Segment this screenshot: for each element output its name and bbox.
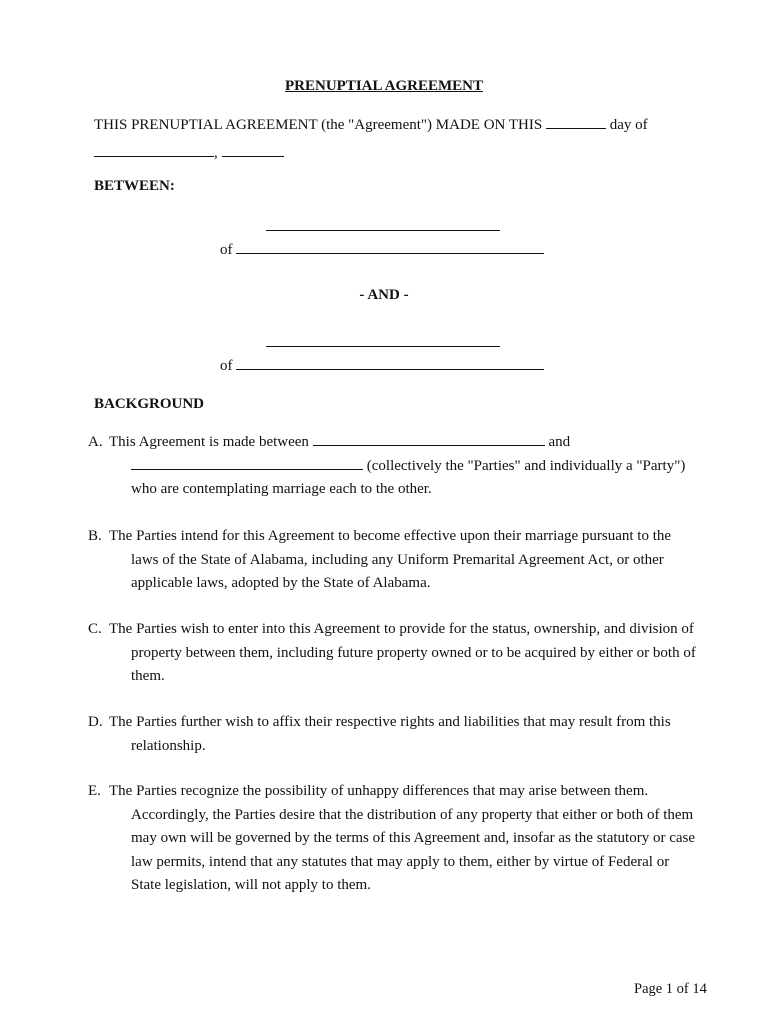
document-title: PRENUPTIAL AGREEMENT <box>285 78 483 94</box>
intro-line-2 <box>94 142 284 163</box>
month-blank[interactable] <box>94 142 214 157</box>
between-heading: BETWEEN: <box>94 178 175 194</box>
paragraph-letter: E. <box>88 783 101 799</box>
party1-name-blank[interactable] <box>266 216 500 231</box>
page-number: Page 1 of 14 <box>634 981 707 997</box>
party1-address-line <box>220 239 544 260</box>
party1-address-blank[interactable] <box>236 239 544 254</box>
paragraph-b <box>88 525 701 596</box>
intro-text: THIS PRENUPTIAL AGREEMENT (the "Agreement") MADE ON THIS <box>94 117 546 133</box>
of-label: of <box>220 358 233 374</box>
intro-line-1 <box>94 114 648 135</box>
paragraph-letter: C. <box>88 621 102 637</box>
paragraph-text: The Parties recognize the possibility of unhappy differences that may arise between them. Accordingly, the Parties desire that the distribution of any property that either or both of them may own will be governed by the terms of this Agreement and, insofar as the statutory or case law permits, intend that any statutes that may apply to them, either by virtue of Federal or State legislation, will not apply to them. <box>109 783 696 893</box>
year-blank[interactable] <box>222 142 284 157</box>
day-blank[interactable] <box>546 114 606 129</box>
paragraph-letter: D. <box>88 714 103 730</box>
party2-address-blank[interactable] <box>236 355 544 370</box>
paragraph-d <box>88 711 701 758</box>
of-label: of <box>220 242 233 258</box>
background-heading: BACKGROUND <box>94 396 205 412</box>
paragraph-a-start: This Agreement is made between <box>109 434 313 450</box>
party1-blank[interactable] <box>313 431 545 446</box>
intro-comma: , <box>214 145 222 161</box>
paragraph-letter: A. <box>88 434 103 450</box>
party2-address-line <box>220 355 544 376</box>
party2-name-blank[interactable] <box>266 332 500 347</box>
paragraph-text <box>109 431 691 502</box>
and-separator: - AND - <box>359 287 409 303</box>
paragraph-text: The Parties further wish to affix their respective rights and liabilities that may result from this relationship. <box>109 714 671 754</box>
paragraph-a-mid: and <box>544 434 571 450</box>
party2-blank[interactable] <box>131 455 363 470</box>
party2-name-line <box>266 332 500 353</box>
paragraph-text: The Parties wish to enter into this Agreement to provide for the status, ownership, and division of property between them, including future property owned or to be acquired by either or both of them. <box>109 621 696 684</box>
paragraph-text: The Parties intend for this Agreement to become effective upon their marriage pursuant to the laws of the State of Alabama, including any Uniform Premarital Agreement Act, or other applicable laws, adopted by the State of Alabama. <box>109 528 672 591</box>
paragraph-a-end: (collectively the "Parties" and individually a "Party") who are contemplating marriage each to the other. <box>131 457 686 497</box>
paragraph-c <box>88 618 701 689</box>
paragraph-e <box>88 780 701 898</box>
paragraph-letter: B. <box>88 528 102 544</box>
intro-day-of: day of <box>605 117 648 133</box>
party1-name-line <box>266 216 500 237</box>
paragraph-a <box>88 431 691 502</box>
